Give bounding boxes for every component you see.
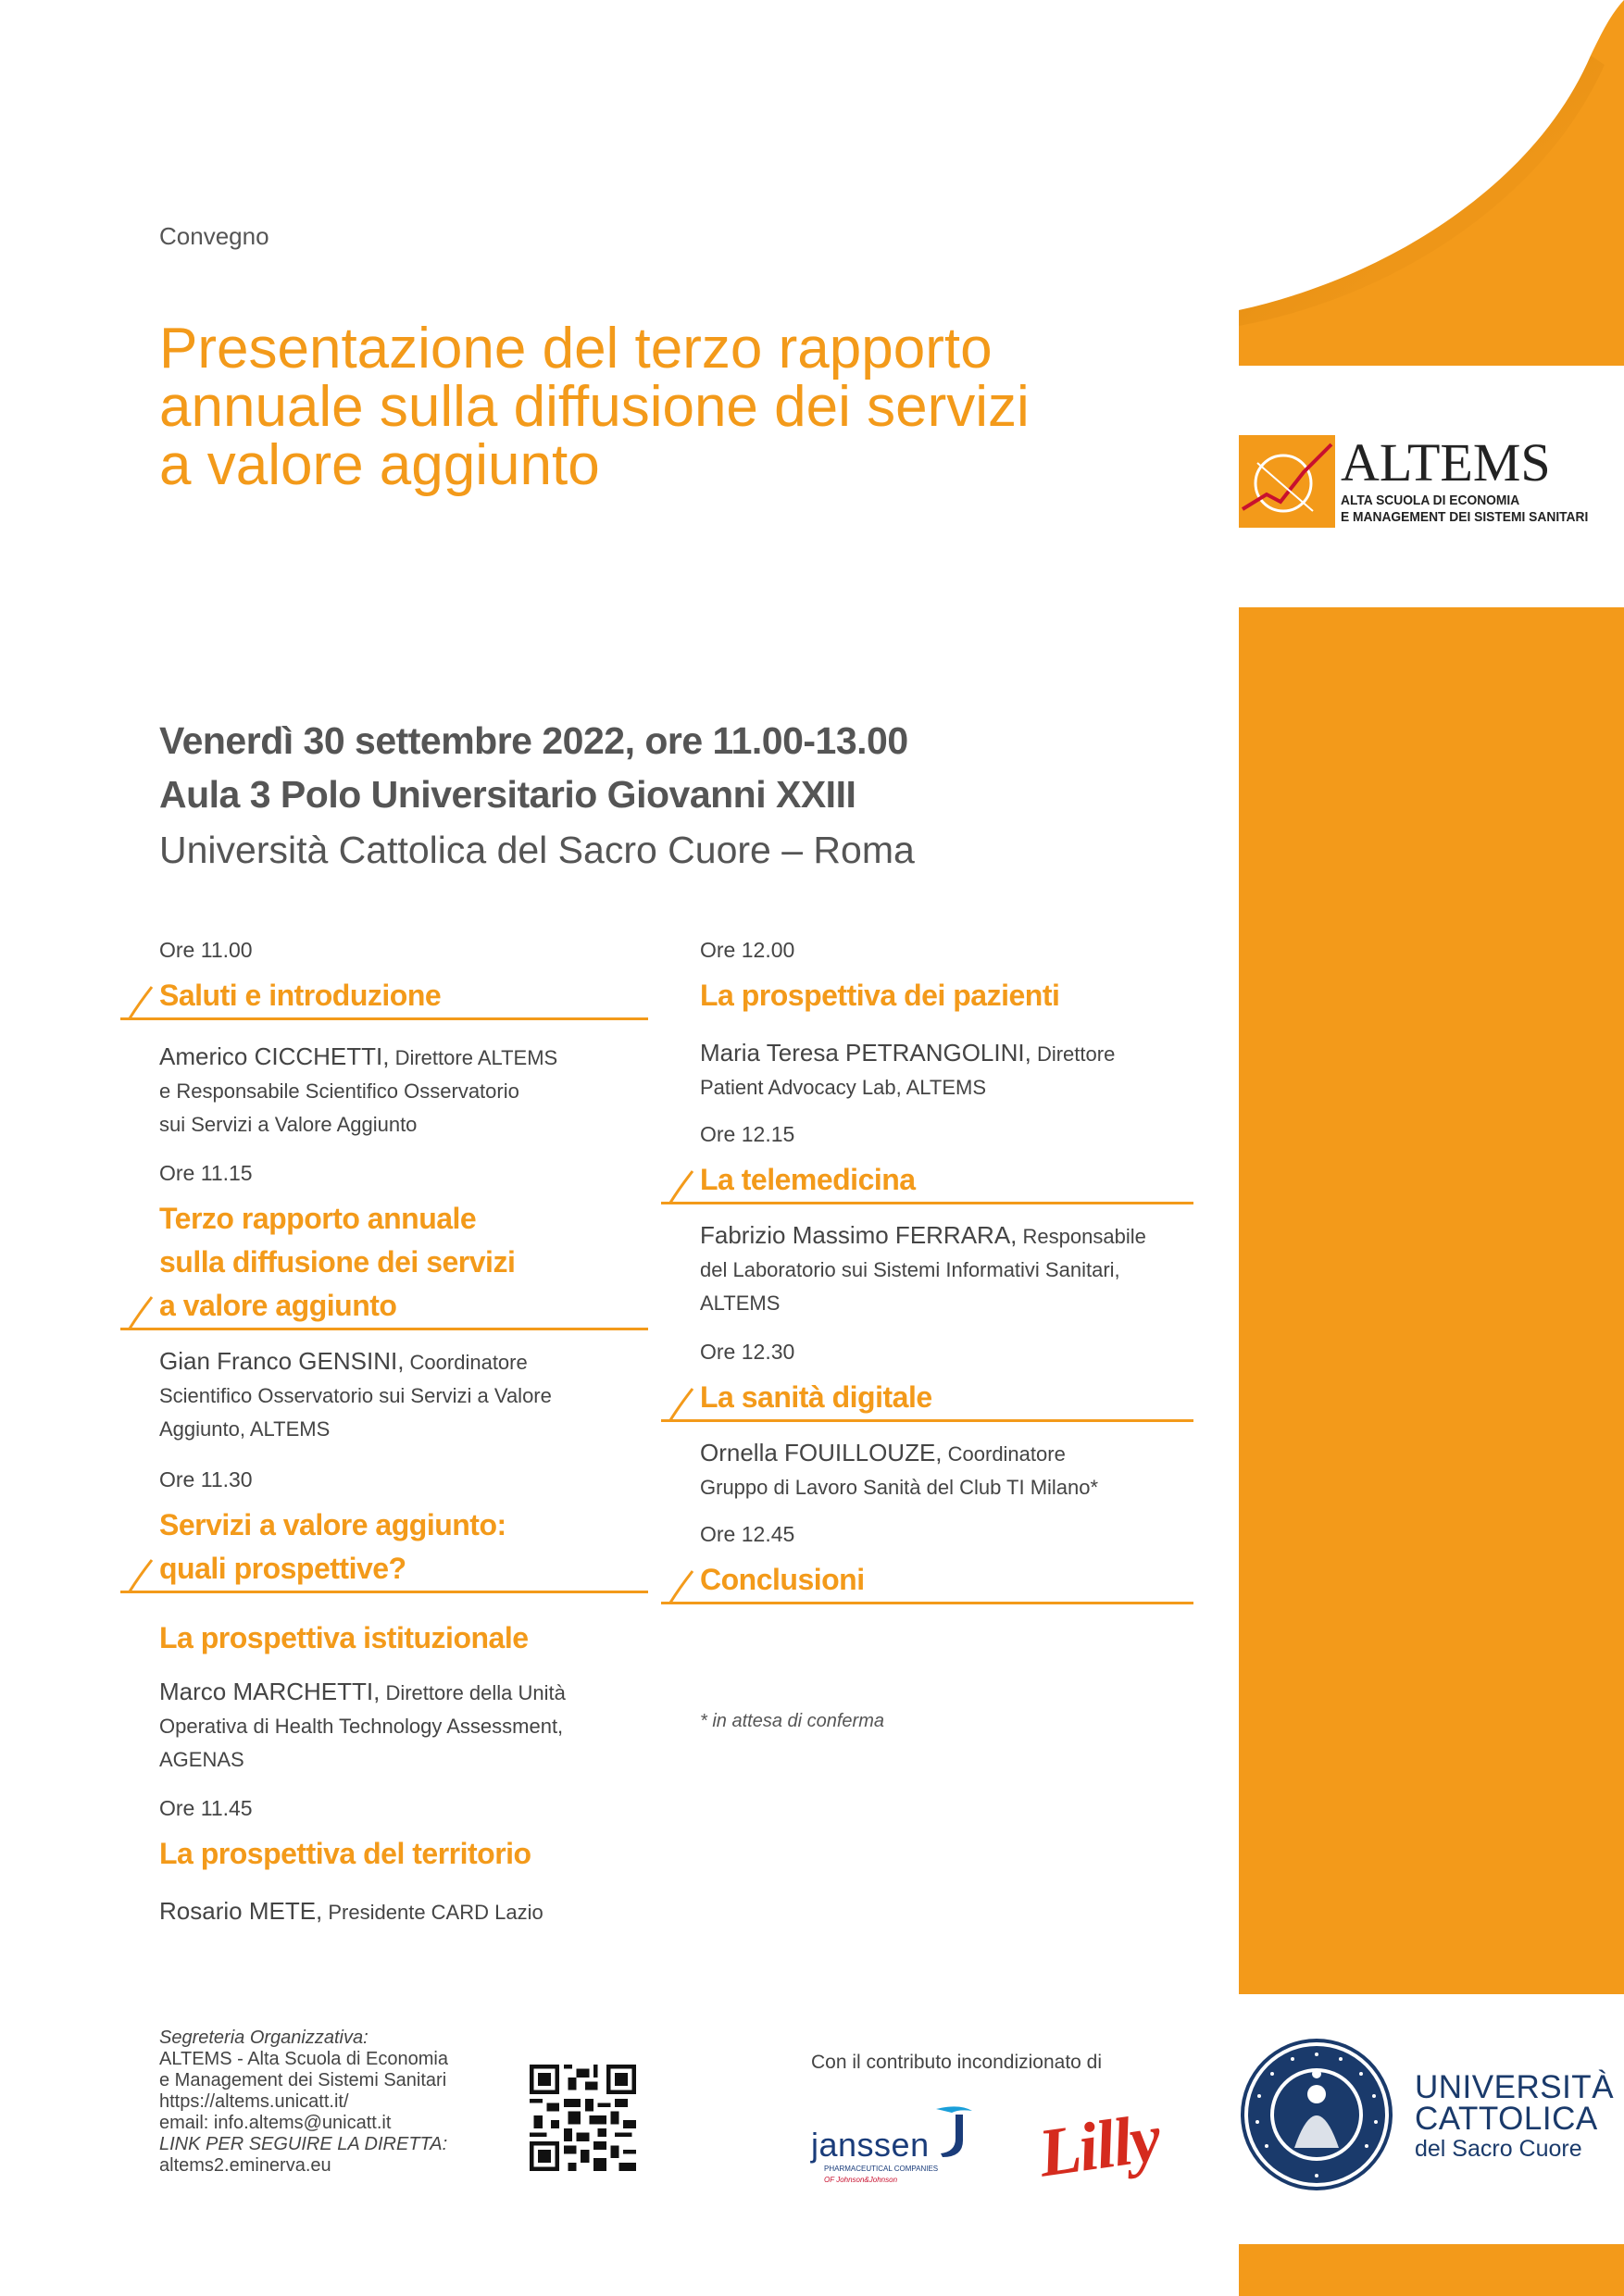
page-title: Presentazione del terzo rapporto annuale sulla diffusione dei servizi a valore aggiunto bbox=[159, 317, 1030, 497]
website-link[interactable]: https://altems.unicatt.it/ bbox=[159, 2091, 349, 2112]
program-slot bbox=[120, 1465, 648, 1591]
altems-logo-icon bbox=[1239, 435, 1335, 528]
ucsc-seal-icon bbox=[1239, 2037, 1394, 2192]
secretariat-block: Segreteria Organizzativa: ALTEMS - Alta Scuola di Economia e Management dei Sistemi Sanitari https://altems.unicatt.it/ email: info.altems@unicatt.it LINK PER SEGUIRE LA DIRETTA: altems2.eminerva.eu bbox=[159, 2028, 530, 2177]
session-title: La sanità digitale bbox=[661, 1376, 1193, 1419]
session-title: Conclusioni bbox=[661, 1558, 1193, 1602]
session-title: Saluti e introduzione bbox=[120, 974, 648, 1017]
orange-band-bottom bbox=[1239, 2244, 1624, 2296]
ucsc-logo-text: UNIVERSITÀ CATTOLICA del Sacro Cuore bbox=[1415, 2069, 1615, 2162]
event-university: Università Cattolica del Sacro Cuore – Roma bbox=[159, 829, 915, 871]
orange-band bbox=[1239, 607, 1624, 1994]
program-slot bbox=[661, 1119, 1193, 1320]
session-title: Terzo rapporto annuale sulla diffusione dei servizi a valore aggiunto bbox=[120, 1197, 648, 1328]
lilly-logo: Lilly bbox=[1033, 2100, 1164, 2192]
program-slot bbox=[120, 1616, 648, 1777]
speaker: Americo CICCHETTI, Direttore ALTEMS e Responsabile Scientifico Osservatorio sui Servizi a Valore Aggiunto bbox=[159, 1042, 558, 1136]
confirmation-note: * in attesa di conferma bbox=[700, 1711, 884, 1731]
program-right-column bbox=[661, 935, 1193, 1602]
program-slot bbox=[120, 1793, 648, 1929]
slot-time: Ore 12.45 bbox=[700, 1522, 795, 1546]
slot-time: Ore 11.15 bbox=[159, 1161, 253, 1185]
slot-time: Ore 11.00 bbox=[159, 938, 253, 962]
program-slot bbox=[120, 935, 648, 1142]
program-slot bbox=[120, 1158, 648, 1446]
program-slot bbox=[661, 1519, 1193, 1602]
altems-logo-name: ALTEMS bbox=[1341, 432, 1551, 493]
speaker: Rosario METE, Presidente CARD Lazio bbox=[159, 1897, 543, 1925]
speaker: Ornella FOUILLOUZE, Coordinatore Gruppo di Lavoro Sanità del Club TI Milano* bbox=[700, 1439, 1099, 1499]
session-title: La telemedicina bbox=[661, 1158, 1193, 1202]
speaker: Marco MARCHETTI, Direttore della Unità Operativa di Health Technology Assessment, AGENAS bbox=[159, 1678, 566, 1771]
event-date: Venerdì 30 settembre 2022, ore 11.00-13.00 bbox=[159, 719, 908, 762]
speaker: Gian Franco GENSINI, Coordinatore Scientifico Osservatorio sui Servizi a Valore Aggiunto, ALTEMS bbox=[159, 1347, 552, 1441]
slot-time: Ore 12.00 bbox=[700, 938, 795, 962]
subsession-title: La prospettiva istituzionale bbox=[159, 1621, 529, 1654]
subsession-title: La prospettiva dei pazienti bbox=[700, 979, 1060, 1012]
contribution-text: Con il contributo incondizionato di bbox=[811, 2052, 1103, 2073]
email-link[interactable]: email: info.altems@unicatt.it bbox=[159, 2113, 392, 2133]
event-venue: Aula 3 Polo Universitario Giovanni XXIII bbox=[159, 773, 856, 816]
speaker: Fabrizio Massimo FERRARA, Responsabile del Laboratorio sui Sistemi Informativi Sanitari, ALTEMS bbox=[700, 1221, 1146, 1315]
qr-code-icon[interactable] bbox=[530, 2065, 636, 2171]
altems-logo-subtitle: ALTA SCUOLA DI ECONOMIA E MANAGEMENT DEI SISTEMI SANITARI bbox=[1341, 493, 1589, 525]
program-slot bbox=[661, 935, 1193, 1104]
program-left-column bbox=[120, 935, 648, 1929]
speaker: Maria Teresa PETRANGOLINI, Direttore Patient Advocacy Lab, ALTEMS bbox=[700, 1039, 1116, 1099]
subsession-title: La prospettiva del territorio bbox=[159, 1837, 531, 1870]
session-title: Servizi a valore aggiunto: quali prospettive? bbox=[120, 1504, 648, 1591]
live-link[interactable]: altems2.eminerva.eu bbox=[159, 2155, 331, 2176]
slot-time: Ore 12.15 bbox=[700, 1122, 795, 1146]
kicker: Convegno bbox=[159, 222, 269, 250]
janssen-logo: janssen PHARMACEUTICAL COMPANIES OF Johnson&Johnson bbox=[811, 2103, 987, 2196]
program-slot bbox=[661, 1337, 1193, 1504]
slot-time: Ore 11.30 bbox=[159, 1467, 253, 1491]
slot-time: Ore 12.30 bbox=[700, 1340, 795, 1364]
corner-swoosh bbox=[1239, 0, 1624, 366]
janssen-swoosh-icon bbox=[931, 2103, 978, 2161]
slot-time: Ore 11.45 bbox=[159, 1796, 253, 1820]
